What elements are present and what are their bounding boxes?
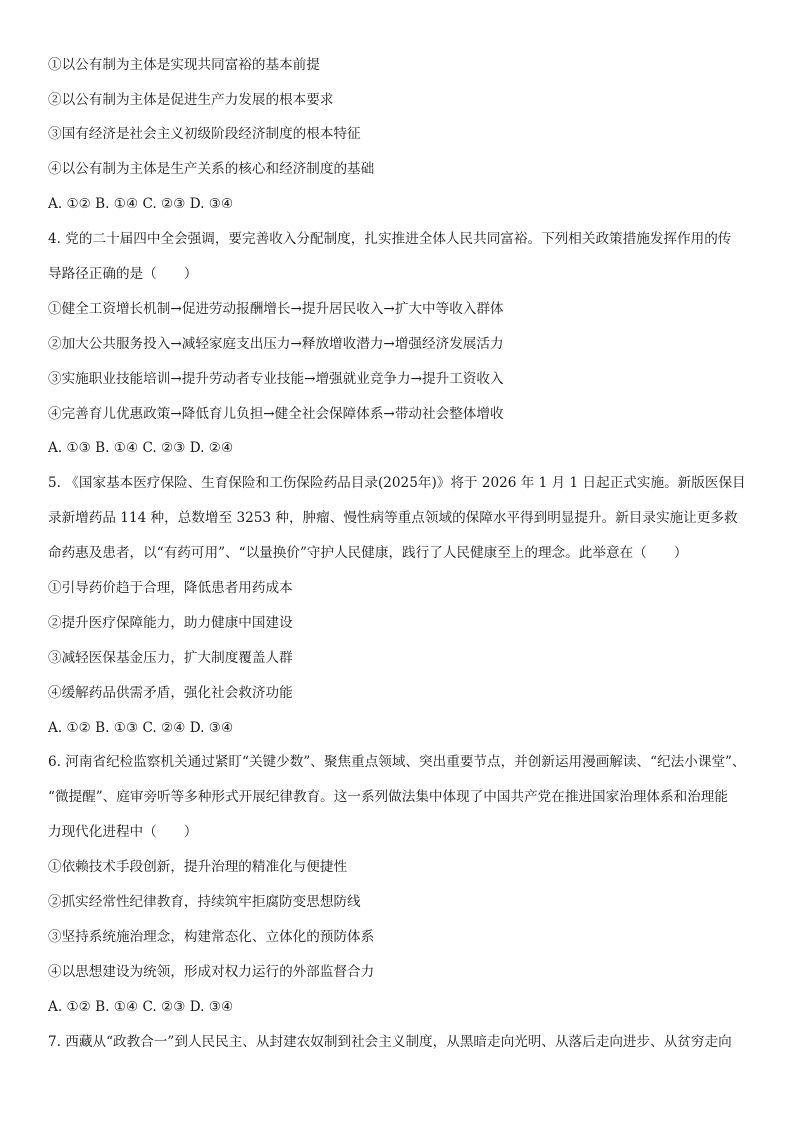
q6-option-4: ④以思想建设为统领，形成对权力运行的外部监督合力 (48, 964, 375, 980)
q6-stem-line-2: “微提醒”、庭审旁听等多种形式开展纪律教育。这一系列做法集中体现了中国共产党在推进国家治理体系和治理能 (48, 789, 728, 805)
q6-option-3: ③坚持系统施治理念，构建常态化、立体化的预防体系 (48, 929, 375, 945)
q5-stem-line-1: 5. 《国家基本医疗保险、生育保险和工伤保险药品目录(2025年)》将于 2026 年 1 月 1 日起正式实施。新版医保目 (48, 475, 746, 491)
q7-stem-line-1: 7. 西藏从“政教合一”到人民民主、从封建农奴制到社会主义制度，从黑暗走向光明、从落后走向进步、从贫穷走向 (48, 1034, 732, 1050)
q3-answer-choices: A. ①② B. ①④ C. ②③ D. ③④ (48, 196, 234, 212)
q6-stem-line-3: 力现代化进程中（ ） (48, 824, 198, 840)
q4-option-1: ①健全工资增长机制→促进劳动报酬增长→提升居民收入→扩大中等收入群体 (48, 301, 504, 317)
q3-option-2: ②以公有制为主体是促进生产力发展的根本要求 (48, 92, 334, 108)
q5-option-1: ①引导药价趋于合理，降低患者用药成本 (48, 580, 293, 596)
q4-option-3: ③实施职业技能培训→提升劳动者专业技能→增强就业竞争力→提升工资收入 (48, 371, 504, 387)
q4-option-2: ②加大公共服务投入→减轻家庭支出压力→释放增收潜力→增强经济发展活力 (48, 336, 504, 352)
q5-option-3: ③减轻医保基金压力，扩大制度覆盖人群 (48, 650, 293, 666)
q6-option-1: ①依赖技术手段创新，提升治理的精准化与便捷性 (48, 859, 348, 875)
q5-option-4: ④缓解药品供需矛盾，强化社会救济功能 (48, 685, 293, 701)
q3-option-4: ④以公有制为主体是生产关系的核心和经济制度的基础 (48, 161, 375, 177)
q5-option-2: ②提升医疗保障能力，助力健康中国建设 (48, 615, 293, 631)
q4-option-4: ④完善育儿优惠政策→降低育儿负担→健全社会保障体系→带动社会整体增收 (48, 406, 504, 422)
q4-answer-choices: A. ①③ B. ①④ C. ②③ D. ②④ (48, 440, 234, 456)
q5-stem-line-3: 命药惠及患者，以“有药可用”、“以量换价”守护人民健康，践行了人民健康至上的理念。此举意在（ ） (48, 545, 688, 561)
q6-option-2: ②抓实经常性纪律教育，持续筑牢拒腐防变思想防线 (48, 894, 361, 910)
q3-option-3: ③国有经济是社会主义初级阶段经济制度的根本特征 (48, 126, 361, 142)
q6-stem-line-1: 6. 河南省纪检监察机关通过紧盯“关键少数”、聚焦重点领域、突出重要节点，并创新运用漫画解读、“纪法小课堂”、 (48, 754, 746, 770)
q4-stem-line-1: 4. 党的二十届四中全会强调，要完善收入分配制度，扎实推进全体人民共同富裕。下列相关政策措施发挥作用的传 (48, 231, 732, 247)
q5-stem-line-2: 录新增药品 114 种，总数增至 3253 种，肿瘤、慢性病等重点领域的保障水平得到明显提升。新目录实施让更多救 (48, 510, 738, 526)
q6-answer-choices: A. ①② B. ①④ C. ②③ D. ③④ (48, 999, 234, 1015)
q5-answer-choices: A. ①② B. ①③ C. ②④ D. ③④ (48, 720, 234, 736)
q4-stem-line-2: 导路径正确的是（ ） (48, 266, 198, 282)
q3-option-1: ①以公有制为主体是实现共同富裕的基本前提 (48, 57, 320, 73)
